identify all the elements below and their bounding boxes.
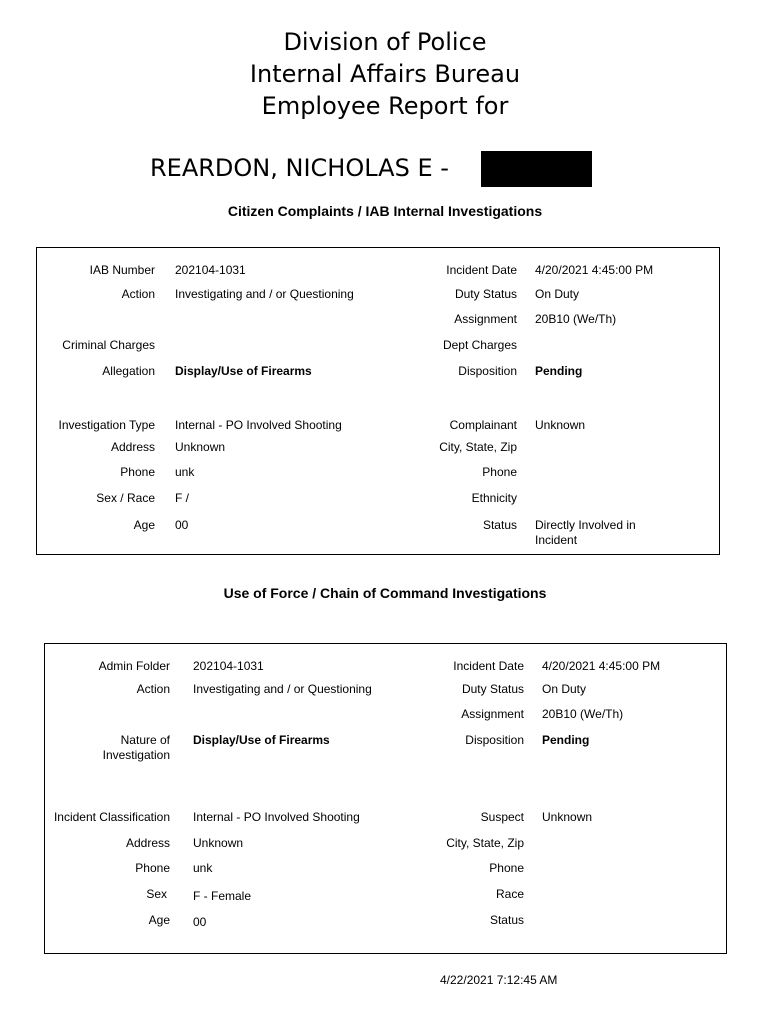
value-suspect: Unknown — [542, 810, 593, 824]
label-address: Address — [110, 440, 155, 454]
label-investigation-type: Investigation Type — [58, 418, 155, 432]
value-action-2: Investigating and / or Questioning — [193, 682, 372, 696]
label-iab-number: IAB Number — [89, 263, 155, 277]
redaction-block — [481, 151, 592, 187]
report-timestamp: 4/22/2021 7:12:45 AM — [440, 973, 558, 987]
value-age: 00 — [175, 518, 189, 532]
value-phone: unk — [175, 465, 195, 479]
value-iab-number: 202104-1031 — [175, 263, 246, 277]
label-race: Race — [495, 887, 524, 901]
label-city-state-zip-2: City, State, Zip — [446, 836, 524, 850]
value-status-line-2: Incident — [535, 533, 578, 547]
value-address: Unknown — [175, 440, 226, 454]
label-sex: Sex — [146, 887, 167, 901]
value-incident-date: 4/20/2021 4:45:00 PM — [535, 263, 654, 277]
label-incident-classification: Incident Classification — [53, 810, 170, 824]
label-disposition: Disposition — [458, 364, 517, 378]
label-sex-race: Sex / Race — [96, 491, 155, 505]
label-allegation: Allegation — [102, 364, 155, 378]
label-city-state-zip: City, State, Zip — [439, 440, 517, 454]
label-age-2: Age — [148, 913, 170, 927]
value-nature: Display/Use of Firearms — [193, 733, 330, 747]
label-suspect: Suspect — [480, 810, 524, 824]
label-nature-line-1: Nature of — [120, 733, 170, 747]
label-phone-2: Phone — [135, 861, 170, 875]
label-phone: Phone — [120, 465, 155, 479]
value-phone-2: unk — [193, 861, 213, 875]
value-complainant: Unknown — [535, 418, 586, 432]
label-criminal-charges: Criminal Charges — [62, 338, 155, 352]
label-phone-right: Phone — [482, 465, 517, 479]
label-dept-charges: Dept Charges — [442, 338, 517, 352]
label-status-2: Status — [489, 913, 524, 927]
label-assignment-2: Assignment — [461, 707, 524, 721]
value-incident-classification: Internal - PO Involved Shooting — [193, 810, 360, 824]
value-disposition: Pending — [535, 364, 583, 378]
section1-title: Citizen Complaints / IAB Internal Investigations — [227, 203, 543, 219]
label-phone-right-2: Phone — [489, 861, 524, 875]
value-age-2: 00 — [193, 915, 207, 929]
label-status: Status — [482, 518, 517, 532]
label-incident-date: Incident Date — [446, 263, 517, 277]
label-nature-line-2: Investigation — [102, 748, 170, 762]
label-address-2: Address — [125, 836, 170, 850]
label-duty-status: Duty Status — [454, 287, 517, 301]
label-action-2: Action — [136, 682, 170, 696]
value-duty-status-2: On Duty — [542, 682, 587, 696]
label-complainant: Complainant — [449, 418, 517, 432]
label-assignment: Assignment — [454, 312, 517, 326]
employee-name: REARDON, NICHOLAS E - — [150, 154, 449, 182]
header-line-3: Employee Report for — [261, 92, 509, 120]
label-incident-date-2: Incident Date — [453, 659, 524, 673]
value-incident-date-2: 4/20/2021 4:45:00 PM — [542, 659, 661, 673]
value-allegation: Display/Use of Firearms — [175, 364, 312, 378]
label-disposition-2: Disposition — [465, 733, 524, 747]
value-disposition-2: Pending — [542, 733, 590, 747]
value-status-line-1: Directly Involved in — [535, 518, 636, 532]
label-duty-status-2: Duty Status — [461, 682, 524, 696]
value-assignment: 20B10 (We/Th) — [535, 312, 617, 326]
header-line-2: Internal Affairs Bureau — [249, 60, 521, 88]
value-action: Investigating and / or Questioning — [175, 287, 354, 301]
value-admin-folder: 202104-1031 — [193, 659, 264, 673]
value-address-2: Unknown — [193, 836, 244, 850]
value-duty-status: On Duty — [535, 287, 580, 301]
section2-title: Use of Force / Chain of Command Investigations — [223, 585, 547, 601]
label-age: Age — [133, 518, 155, 532]
value-assignment-2: 20B10 (We/Th) — [542, 707, 624, 721]
label-admin-folder: Admin Folder — [98, 659, 170, 673]
value-investigation-type: Internal - PO Involved Shooting — [175, 418, 342, 432]
label-action: Action — [121, 287, 155, 301]
label-ethnicity: Ethnicity — [471, 491, 517, 505]
header-line-1: Division of Police — [283, 28, 487, 56]
value-sex: F - Female — [193, 889, 252, 903]
value-sex-race: F / — [175, 491, 189, 505]
